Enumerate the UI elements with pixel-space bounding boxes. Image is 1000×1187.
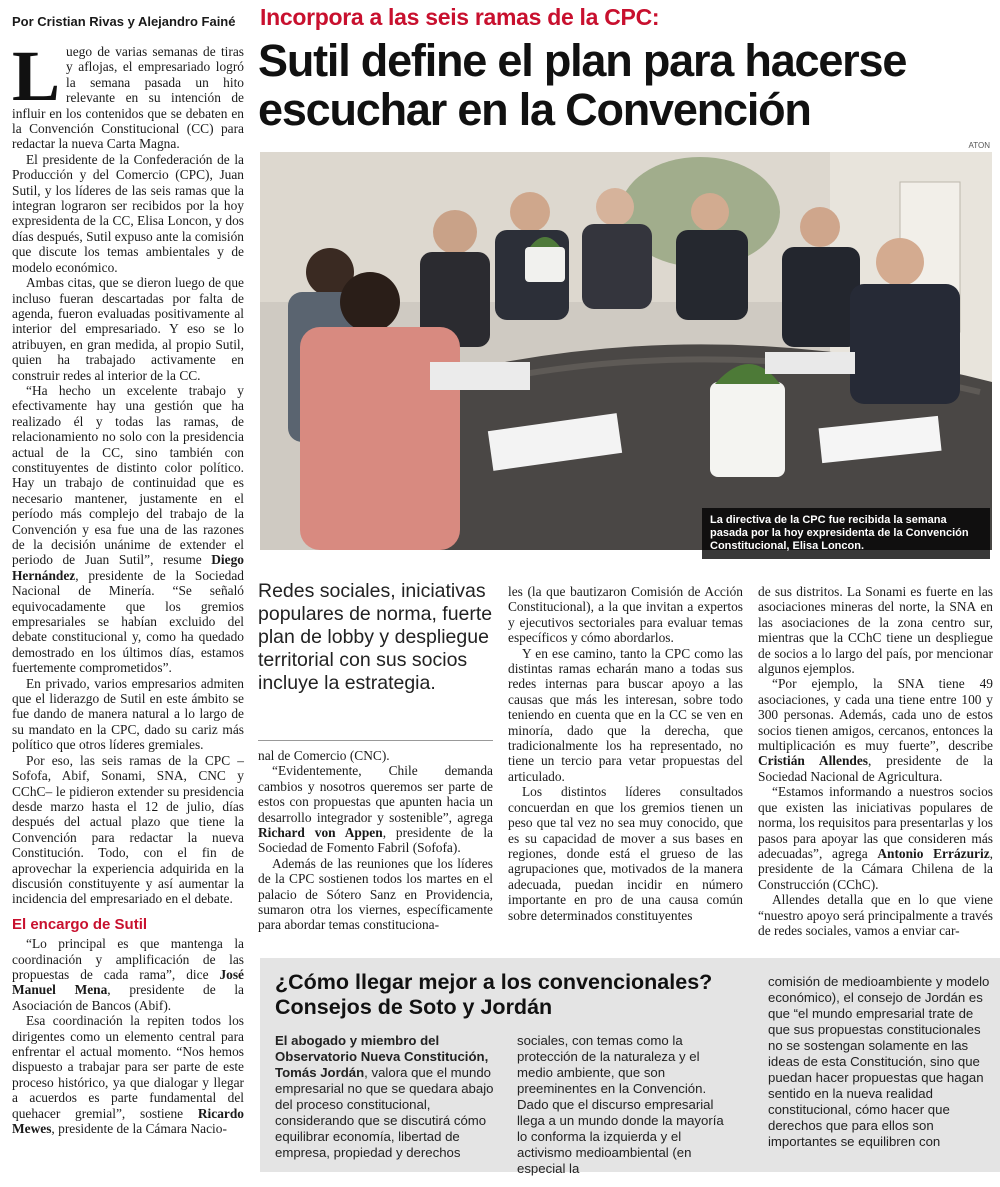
name-jose-manuel-mena: José Manuel Mena xyxy=(12,966,244,998)
paragraph-c4-4: Allendes detalla que en lo que viene “nuestro apoyo será principalmente a través de redes sociales, vamos a enviar car- xyxy=(758,892,993,938)
box-text-2: sociales, con temas como la protección de la naturaleza y el medio ambiente, que son preeminentes en la Convención. Dado que el discurso empresarial llega a un mundo donde la mayoría lo conforma la izquierda y el activismo medioambiental (en especial la xyxy=(517,1033,724,1176)
paragraph-5: En privado, varios empresarios admiten que el liderazgo de Sutil en este ámbito se fue dando de manera natural a lo largo de su mandato en la CPC, dado su cariz más político que otros líderes gremiales. xyxy=(12,675,244,753)
photo-caption: La directiva de la CPC fue recibida la semana pasada por la hoy expresidenta de la Convención Constitucional, Elisa Loncon. xyxy=(702,508,990,559)
paragraph-4: “Ha hecho un excelente trabajo y efectivamente hay una gestión que ha realizado él y todas las ramas, de relacionamiento no solo con la presidencia actual de la CC, sino también con constituyentes de distinto color político. Hay un trabajo de continuidad que es necesario mantener, justamente en el período más complejo del trabajo de la Convención y esa fue una de las razones de la decisión unánime de extender el periodo de Juan Sutil”, resume Diego Hernández, presidente de la Sociedad Nacional de Minería. “Se señaló equivocadamente que los gremios empresariales se habían excluido del debate constitucional y, como ha quedado demostrado en los últimos días, estamos fuertemente comprometidos”. xyxy=(12,382,244,676)
paragraph-2: El presidente de la Confederación de la Producción y del Comercio (CPC), Juan Sutil, y los líderes de las seis ramas que la integran lograron ser recibidos por la hoy expresidenta de la CC, Elisa Loncon, y dos días después, Sutil expuso ante la comisión que discute los temas ambientales y de modelo económico. xyxy=(12,151,244,275)
column-4 xyxy=(758,584,993,938)
paragraph-c2-1: nal de Comercio (CNC). xyxy=(258,748,390,763)
meeting-photo xyxy=(260,152,992,550)
box-text-3: comisión de medioambiente y modelo económico), el consejo de Jordán es que “el mundo empresarial trate de que sus propuestas constitucionales no se sostengan solamente en las ideas de esta Constitución, sino que puedan hacer propuestas que hagan sentido en la nueva realidad constitucional, cómo hacer que derechos que para ellos son importantes se equilibren con xyxy=(768,974,990,1149)
paragraph-c4-1: de sus distritos. La Sonami es fuerte en las asociaciones mineras del norte, la SNA en las asociaciones de la zona centro sur, mientras que la CChC tiene un despliegue de socios a lo largo del país, por mencionar algunos ejemplos. xyxy=(758,584,993,677)
paragraph-c2-2: “Evidentemente, Chile demanda cambios y nosotros queremos ser parte de estos con propuestas que apunten hacia un desarrollo integrador y sostenible”, agrega Richard von Appen, presidente de la Sociedad de Fomento Fabril (Sofofa). xyxy=(258,763,493,856)
paragraph-1: uego de varias semanas de tiras y aflojas, el empresariado logró la semana pasada un hito relevante en su intención de influir en los contenidos que se debaten en la Convención Constitucional (CC) para redactar la nueva Carta Magna. xyxy=(12,44,244,152)
box-title: ¿Cómo llegar mejor a los convencionales? Consejos de Soto y Jordán xyxy=(275,970,713,1019)
column-1 xyxy=(12,36,244,1137)
pull-quote: Redes sociales, iniciativas populares de norma, fuerte plan de lobby y despliegue territorial con sus socios incluye la estrategia. xyxy=(258,580,493,694)
paragraph-3: Ambas citas, que se dieron luego de que incluso fueran descartadas por falta de agenda, fueron evaluadas positivamente al interior del empresariado. Y eso se lo atribuyen, en gran medida, al propio Sutil, quien ha trabajado activamente en construir redes al interior de la CC. xyxy=(12,275,244,383)
box-lead: El abogado y miembro del Observatorio Nueva Constitución, Tomás Jordán xyxy=(275,1033,489,1080)
paragraph-c2-3: Además de las reuniones que los líderes de la CPC sostienen todos los martes en el palacio de Sótero Sanz en Providencia, sumaron otra los viernes, específicamente para abordar temas constituciona- xyxy=(258,855,493,933)
dropcap: L xyxy=(12,36,61,116)
box-column-3 xyxy=(768,974,990,1150)
name-cristian-allendes: Cristián Allendes xyxy=(758,753,868,769)
divider xyxy=(258,740,493,741)
photo-credit: ATON xyxy=(968,141,990,150)
paragraph-c3-1: les (la que bautizaron Comisión de Acción Constitucional), a la que invitan a expertos y ejecutivos sectoriales para evaluar temas específicos y cómo abordarlos. xyxy=(508,584,743,646)
paragraph-8: Esa coordinación la repiten todos los dirigentes como un elemento central para enfrentar el actual momento. “Nos hemos dispuesto a trabajar para ser parte de este proceso histórico, ya que dialogar y llegar a acuerdos es parte fundamental del quehacer gremial”, sostiene Ricardo Mewes, presidente de la Cámara Nacio- xyxy=(12,1013,244,1137)
name-diego-hernandez: Diego Hernández xyxy=(12,552,244,583)
column-2 xyxy=(258,748,493,933)
paragraph-c3-2: Y en ese camino, tanto la CPC como las distintas ramas echarán mano a todas sus redes internas para buscar apoyo a las causas que más les interesan, sobre todo teniendo en cuenta que en la CC se ven en minoría, dado que la derecha, que tradicionalmente los ha representado, no tiene un tercio para vetar propuestas del articulado. xyxy=(508,645,743,784)
box-column-2 xyxy=(517,1033,737,1177)
name-ricardo-mewes: Ricardo Mewes xyxy=(12,1105,244,1137)
name-antonio-errazuriz: Antonio Errázuriz xyxy=(877,845,990,861)
paragraph-7: “Lo principal es que mantenga la coordinación y amplificación de las propuestas de cada rama”, dice José Manuel Mena, presidente de la Asociación de Bancos (Abif). xyxy=(12,936,244,1013)
name-richard-von-appen: Richard von Appen xyxy=(258,825,383,841)
paragraph-c4-2: “Por ejemplo, la SNA tiene 49 asociaciones, y cada una tiene entre 100 y 300 personas. Además, cada uno de estos socios tienen amigos, cercanos, entonces la multiplicación es muy fuerte”, describe Cristián Allendes, presidente de la Sociedad Nacional de Agricultura. xyxy=(758,676,993,784)
paragraph-6: Por eso, las seis ramas de la CPC –Sofofa, Abif, Sonami, SNA, CNC y CChC– le pidieron extender su presidencia desde marzo hasta el 12 de julio, días después del actual plazo que tiene la Convención para redactar la nueva Constitución. Todo, con el fin de aprovechar la experiencia adquirida en la discusión constituyente y así aumentar la incidencia del empresariado en el debate. xyxy=(12,752,244,907)
column-3 xyxy=(508,584,743,923)
paragraph-c3-3: Los distintos líderes consultados concuerdan en que los gremios tienen un peso que tal vez no sea muy conocido, que es su capacidad de mover a sus bases en regiones, donde está el grueso de las agrupaciones que, motivados de la manera adecuada, puedan incidir en número importante en pro de una causa común sobre determinados constituyentes xyxy=(508,784,743,923)
byline: Por Cristian Rivas y Alejandro Fainé xyxy=(12,14,236,29)
paragraph-c4-3: “Estamos informando a nuestros socios que existen las iniciativas populares de norma, los requisitos para presentarlas y los pasos para apoyar las que consideren más adecuadas”, agrega Antonio Errázuriz, presidente de la Cámara Chilena de la Construcción (CChC). xyxy=(758,784,993,892)
subhead: El encargo de Sutil xyxy=(12,915,148,933)
box-column-1: El abogado y miembro del Observatorio Nueva Constitución, Tomás Jordán, valora que el mundo empresarial no que se quedara abajo del proceso constitucional, considerando que se discutirá cómo equilibrar economía, libertad de empresa, propiedad y derechos xyxy=(275,1033,494,1160)
kicker: Incorpora a las seis ramas de la CPC: xyxy=(260,4,660,30)
meeting-illustration xyxy=(260,152,992,550)
headline: Sutil define el plan para hacerse escuchar en la Convención xyxy=(258,35,907,135)
